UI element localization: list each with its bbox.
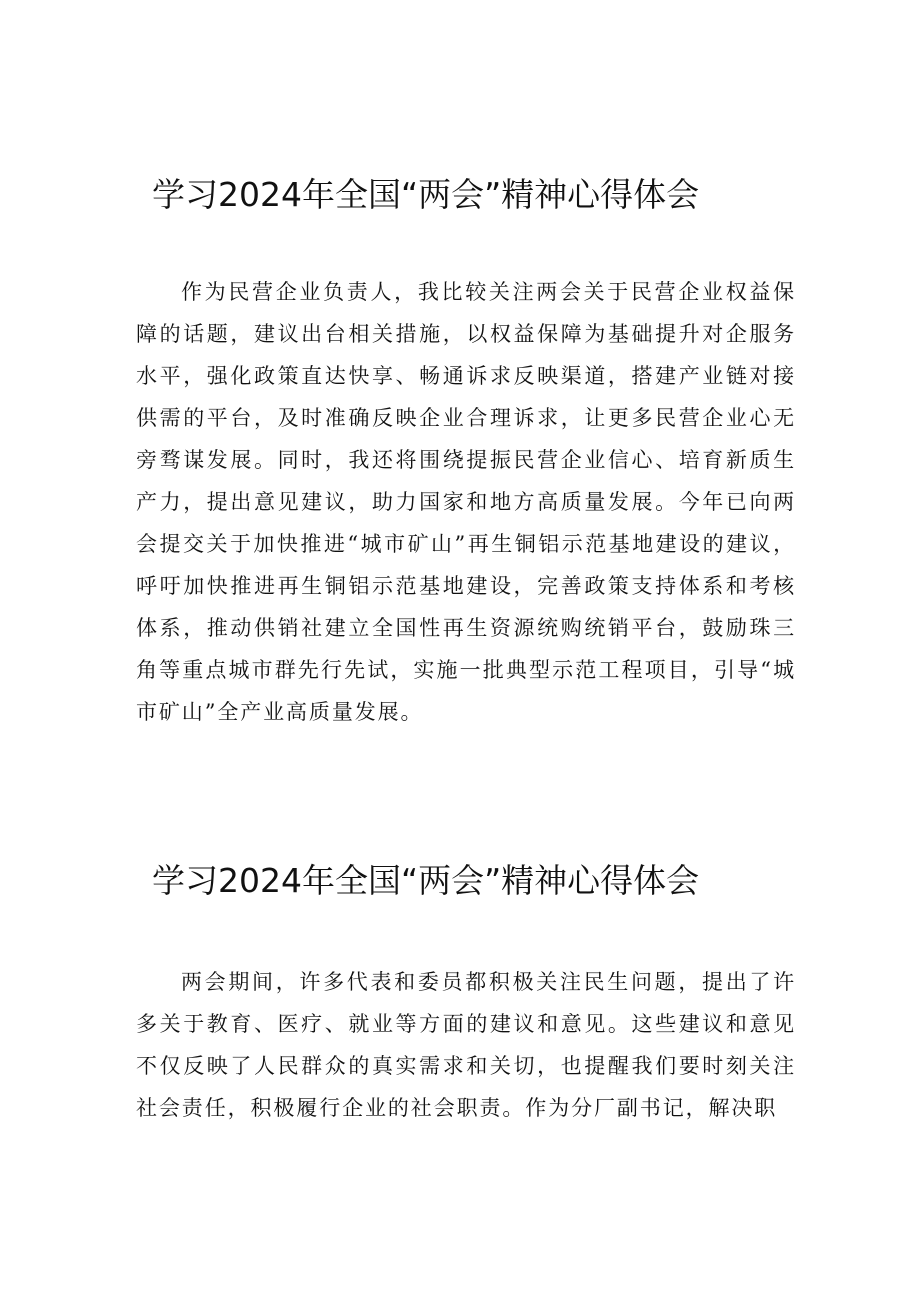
body-paragraph-2: 两会期间，许多代表和委员都积极关注民生问题，提出了许多关于教育、医疗、就业等方面的建议和意见。这些建议和意见不仅反映了人民群众的真实需求和关切，也提醒我们要时刻关注社会责任，积极履行企业的社会职责。作为分厂副书记，解决职 bbox=[136, 970, 796, 1120]
body-paragraph-1: 作为民营企业负责人，我比较关注两会关于民营企业权益保障的话题，建议出台相关措施，以权益保障为基础提升对企服务水平，强化政策直达快享、畅通诉求反映渠道，搭建产业链对接供需的平台，及时准确反映企业合理诉求，让更多民营企业心无旁骛谋发展。同时，我还将围绕提振民营企业信心、培育新质生产力，提出意见建议，助力国家和地方高质量发展。今年已向两会提交关于加快推进“城市矿山”再生铜铝示范基地建设的建议，呼吁加快推进再生铜铝示范基地建设，完善政策支持体系和考核体系，推动供销社建立全国性再生资源统购统销平台，鼓励珠三角等重点城市群先行先试，实施一批典型示范工程项目，引导“城市矿山”全产业高质量发展。 bbox=[136, 280, 796, 724]
section-title-2: 学习2024年全国“两会”精神心得体会 bbox=[152, 861, 700, 900]
section-title-1: 学习2024年全国“两会”精神心得体会 bbox=[152, 175, 700, 214]
